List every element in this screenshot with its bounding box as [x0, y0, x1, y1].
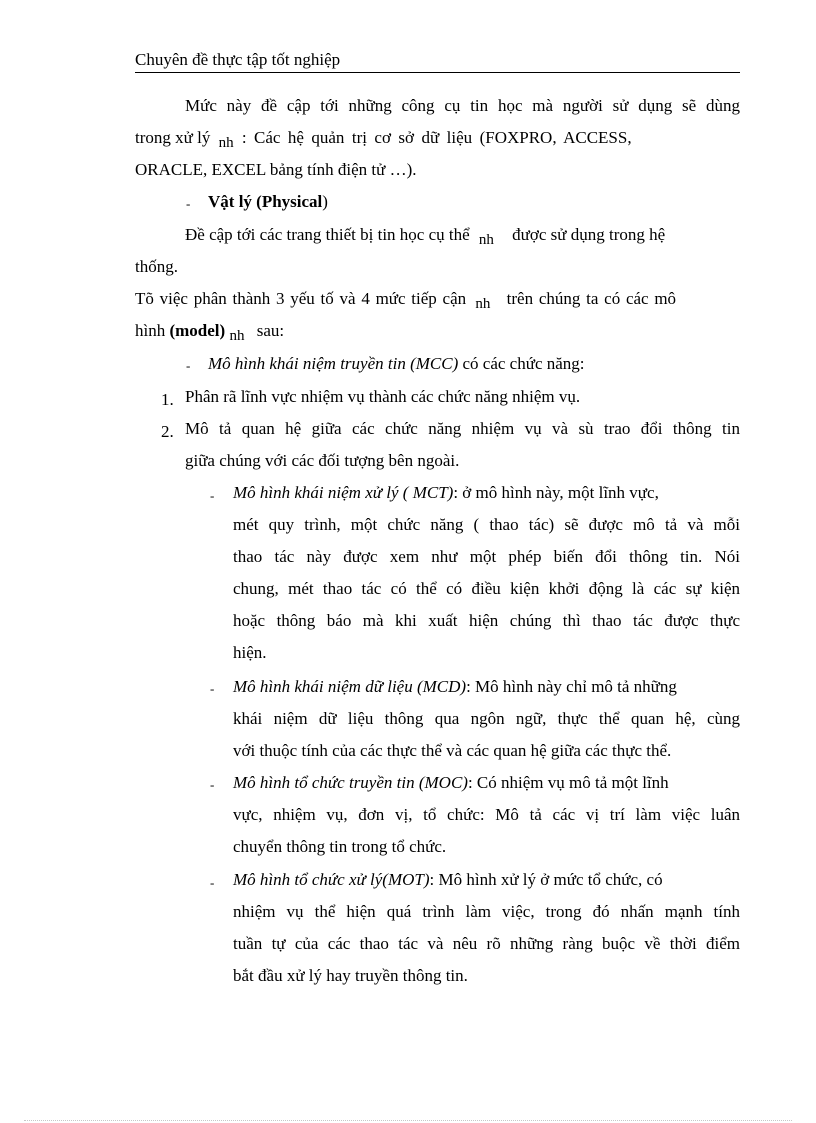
para3-line2	[135, 321, 284, 342]
text-run: trong xử lý	[135, 128, 211, 147]
mct-line4: chung, mét thao tác có thể có điều kiện khởi động là các sự kiện	[233, 579, 740, 598]
para2-line2: thống.	[135, 257, 178, 276]
mot-line1	[233, 870, 740, 890]
text-run: : Có nhiệm vụ mô tả một lĩnh	[467, 773, 669, 792]
text-run: hình	[135, 321, 166, 340]
mct-line6: hiện.	[233, 643, 267, 662]
para3-line1	[135, 289, 740, 310]
subscript-nh: nh	[478, 232, 494, 248]
bullet-icon: -	[210, 777, 215, 792]
subscript-nh: nh	[229, 328, 245, 344]
text-run: trên chúng ta có các mô	[506, 289, 677, 308]
text-run: : ở mô hình này, một lĩnh vực,	[453, 483, 659, 502]
mcc-title: Mô hình khái niệm truyền tin (MCC)	[208, 354, 459, 373]
text-run: được sử dụng trong hệ	[512, 225, 666, 244]
text-run: có các chức năng:	[458, 354, 585, 373]
text-run: : Mô hình này chỉ mô tả những	[466, 677, 677, 696]
mct-line2: mét quy trình, một chức năng ( thao tác) sẽ được mô tả và mỗi	[233, 515, 740, 534]
list-number: 1.	[161, 390, 174, 409]
bullet-icon: -	[210, 875, 215, 890]
mcd-line3: với thuộc tính của các thực thể và các quan hệ giữa các thực thể.	[233, 741, 672, 760]
page-header	[135, 50, 740, 73]
text-run: Đề cập tới các trang thiết bị tin học cụ thể	[185, 225, 470, 244]
heading-close: )	[322, 192, 328, 211]
bullet-icon: -	[186, 358, 191, 373]
subscript-nh: nh	[218, 135, 234, 151]
list-item-1: Phân rã lĩnh vực nhiệm vụ thành các chức năng nhiệm vụ.	[185, 387, 581, 406]
mot-line4: bắt đầu xử lý hay truyền thông tin.	[233, 966, 468, 985]
para1-line2	[135, 128, 740, 149]
moc-line2: vực, nhiệm vụ, đơn vị, tổ chức: Mô tả các vị trí làm việc luân	[233, 805, 740, 824]
text-run: Tõ việc phân thành 3 yếu tố và 4 mức tiếp cận	[135, 289, 467, 308]
subscript-nh: nh	[475, 296, 491, 312]
list-number: 2.	[161, 422, 174, 441]
mct-line3: thao tác này được xem như một phép biến đổi thông tin. Nói	[233, 547, 740, 566]
bullet-icon: -	[210, 681, 215, 696]
bullet-icon: -	[210, 488, 215, 503]
header-title: Chuyên đề thực tập tốt nghiệp	[135, 50, 341, 69]
mcd-line2: khái niệm dữ liệu thông qua ngôn ngữ, thực thể quan hệ, cùng	[233, 709, 740, 728]
text-run: : Các hệ quản trị cơ sở dữ liệu (FOXPRO, ACCESS,	[241, 128, 632, 147]
heading-text: Vật lý (Physical	[208, 192, 323, 211]
text-run: sau:	[256, 321, 285, 340]
mot-title: Mô hình tổ chức xử lý(MOT)	[233, 870, 430, 889]
list-item-2-line1: Mô tả quan hệ giữa các chức năng nhiệm vụ và sù trao đổi thông tin	[185, 419, 740, 438]
mot-line3: tuần tự của các thao tác và nêu rõ những ràng buộc về thời điểm	[233, 934, 740, 953]
mot-line2: nhiệm vụ thể hiện quá trình làm việc, trong đó nhấn mạnh tính	[233, 902, 740, 921]
para2-line1	[185, 225, 740, 246]
bold-model: (model)	[169, 321, 226, 340]
text-run: : Mô hình xử lý ở mức tổ chức, có	[429, 870, 663, 889]
mct-title: Mô hình khái niệm xử lý ( MCT)	[233, 483, 454, 502]
moc-line1	[233, 773, 740, 793]
moc-title: Mô hình tổ chức truyền tin (MOC)	[233, 773, 468, 792]
physical-heading	[208, 192, 328, 212]
para1-line1: Mức này đề cập tới những công cụ tin học mà người sử dụng sẽ dùng	[185, 96, 740, 115]
moc-line3: chuyển thông tin trong tổ chức.	[233, 837, 447, 856]
mcd-title: Mô hình khái niệm dữ liệu (MCD)	[233, 677, 467, 696]
mcd-line1	[233, 677, 740, 697]
bullet-icon: -	[186, 196, 191, 211]
list-item-2-line2: giữa chúng với các đối tượng bên ngoài.	[185, 451, 460, 470]
para1-line3: ORACLE, EXCEL bảng tính điện tử …).	[135, 160, 417, 179]
mcc-line	[208, 354, 585, 374]
page-bottom-rule	[24, 1120, 792, 1121]
mct-line1	[233, 483, 740, 503]
mct-line5: hoặc thông báo mà khi xuất hiện chúng thì thao tác được thực	[233, 611, 740, 630]
